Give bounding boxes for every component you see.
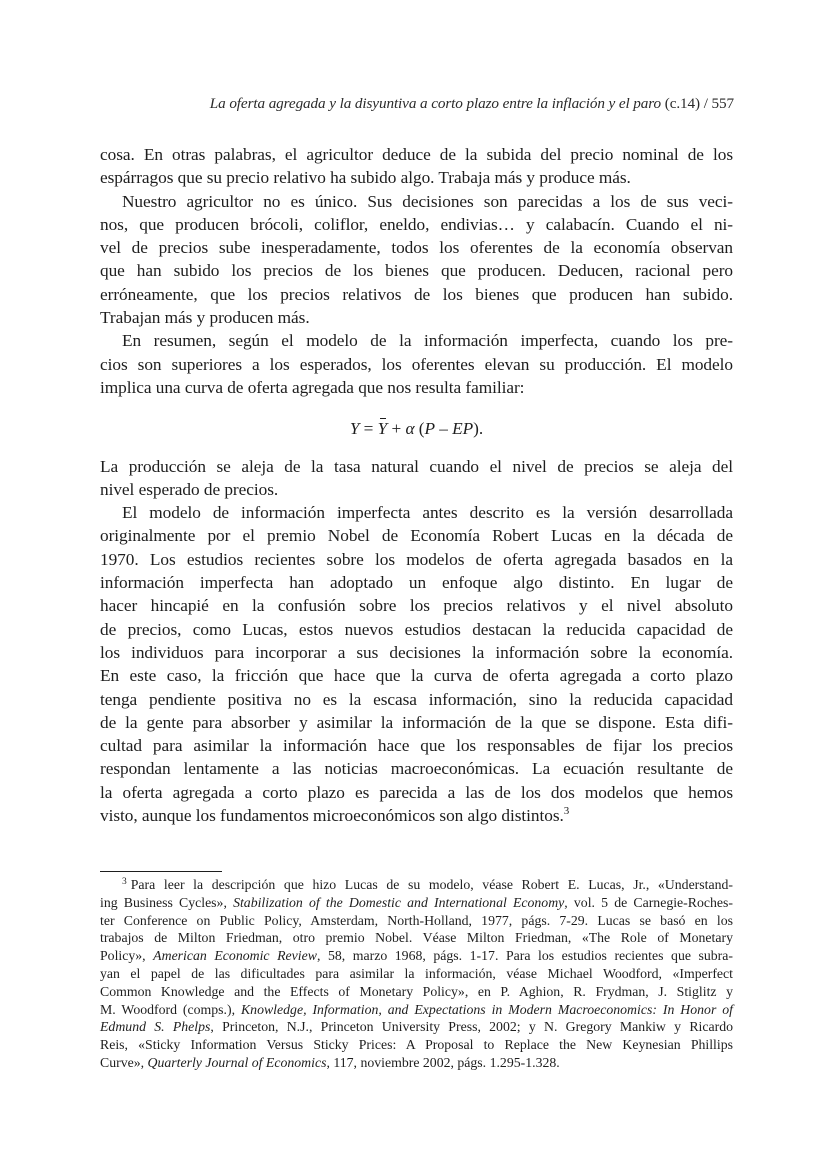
paragraph-5 <box>100 501 733 827</box>
footnote-line: Common Knowledge and the Effects of Monetary Policy», en P. Aghion, R. Frydman, J. Stiglitz y <box>100 983 733 999</box>
text-line: los individuos para incorporar a sus decisiones la información sobre la economía. <box>100 642 733 662</box>
eq-alpha: α <box>405 419 415 439</box>
eq-period: . <box>478 419 484 439</box>
cited-book-title: Knowledge, Information, and Expectations in Modern Macroeconomics: In Honor of <box>240 1001 733 1017</box>
text-line: Nuestro agricultor no es único. Sus decisiones son parecidas a los de sus veci- <box>122 191 733 211</box>
eq-minus: – <box>435 419 453 439</box>
text-line: En este caso, la fricción que hace que la curva de oferta agregada a corto plazo <box>100 666 733 686</box>
text-line: de precios, como Lucas, estos nuevos estudios destacan la reducida capacidad de <box>100 619 733 639</box>
footnote-line <box>100 947 733 965</box>
text-line: tenga pendiente positiva no es la escasa información, sino la reducida capacidad <box>100 689 733 709</box>
footnote-text: , 117, noviembre 2002, págs. 1.295-1.328. <box>326 1054 560 1070</box>
eq-paren-close: ) <box>473 419 479 439</box>
eq-expected-price: EP <box>452 419 474 439</box>
eq-equals: = <box>359 419 378 439</box>
text-line: nivel esperado de precios. <box>100 479 279 499</box>
footnote-text: , Princeton, N.J., Princeton University Press, 2002; y N. Gregory Mankiw y Ricardo <box>210 1019 733 1035</box>
journal-title: Quarterly Journal of Economics <box>147 1054 327 1070</box>
text-line <box>100 804 733 827</box>
running-header <box>100 95 734 113</box>
footnote-text: Para leer la descripción que hizo Lucas de su modelo, véase Robert E. Lucas, Jr., «Understand- <box>130 877 733 892</box>
paragraph-2 <box>100 190 733 330</box>
text-line: de la gente para absorber y asimilar la información de la que se dispone. Esta difi- <box>100 712 733 732</box>
journal-title: American Economic Review <box>153 948 317 964</box>
footnote-line: trabajos de Milton Friedman, otro premio Nobel. Véase Milton Friedman, «The Role of Monetary <box>100 930 733 946</box>
text-line: información imperfecta han adoptado un enfoque algo distinto. En lugar de <box>100 573 733 593</box>
footnote-text: , 58, marzo 1968, págs. 1-17. Para los estudios recientes que subra- <box>316 948 733 964</box>
text-line: La producción se aleja de la tasa natural cuando el nivel de precios se aleja del <box>100 456 733 476</box>
aggregate-supply-equation <box>100 417 733 440</box>
cited-work-title: Stabilization of the Domestic and International Economy <box>233 894 565 910</box>
text-line: nos, que producen brócoli, coliflor, eneldo, endivias… y calabacín. Cuando el ni- <box>100 214 733 234</box>
footnote-divider <box>100 871 222 872</box>
text-line: En resumen, según el modelo de la información imperfecta, cuando los pre- <box>122 331 733 351</box>
footnote-number: 3 <box>122 877 127 887</box>
body-text <box>100 143 733 827</box>
eq-natural-output: Y <box>378 417 388 440</box>
text-line-content: visto, aunque los fundamentos microeconómicos son algo distintos. <box>100 806 564 826</box>
footnote-text: ing Business Cycles», <box>100 894 234 910</box>
text-line: implica una curva de oferta agregada que nos resulta familiar: <box>100 377 525 397</box>
footnote-text: Curve», <box>100 1054 148 1070</box>
footnote-3 <box>100 876 733 1072</box>
eq-plus: + <box>387 419 406 439</box>
footnote-text: , vol. 5 de Carnegie-Roches- <box>564 894 733 910</box>
eq-paren-open: ( <box>414 419 425 439</box>
cited-book-title: Edmund S. Phelps <box>100 1019 211 1035</box>
text-line: respondan lentamente a las noticias macroeconómicas. La ecuación resultante de <box>100 759 733 779</box>
header-separator: / <box>703 95 708 112</box>
text-line: Trabajan más y producen más. <box>100 308 310 328</box>
footnote-line <box>100 894 733 912</box>
eq-price: P <box>424 419 435 439</box>
text-line: cosa. En otras palabras, el agricultor deduce de la subida del precio nominal de los <box>100 145 733 164</box>
footnote-line <box>100 1054 733 1072</box>
footnote-line: yan el papel de las dificultades para asimilar la información, véase Michael Woodford, «Imperfect <box>100 965 733 981</box>
running-title: La oferta agregada y la disyuntiva a corto plazo entre la inflación y el paro <box>209 95 662 112</box>
text-line: cultad para asimilar la información hace que los responsables de fijar los precios <box>100 736 733 756</box>
footnote-line <box>100 1001 733 1019</box>
eq-output: Y <box>349 419 360 439</box>
footnote-line: ter Conference on Public Policy, Amsterdam, North-Holland, 1977, págs. 7-29. Lucas se basó en los <box>100 912 733 928</box>
paragraph-3 <box>100 329 733 399</box>
text-line: originalmente por el premio Nobel de Economía Robert Lucas en la década de <box>100 526 733 546</box>
footnote-line: Reis, «Sticky Information Versus Sticky Prices: A Proposal to Replace the New Keynesian Phillips <box>100 1037 733 1053</box>
text-line: hacer hincapié en la confusión sobre los precios relativos y el nivel absoluto <box>100 596 733 616</box>
text-line: espárragos que su precio relativo ha subido algo. Trabaja más y produce más. <box>100 168 631 188</box>
text-line: 1970. Los estudios recientes sobre los modelos de oferta agregada basados en la <box>100 549 733 569</box>
paragraph-1 <box>100 143 733 190</box>
paragraph-4 <box>100 455 733 502</box>
footnote-line <box>100 1018 733 1036</box>
text-line: erróneamente, que los precios relativos de los bienes que producen han subido. <box>100 284 733 304</box>
text-line: El modelo de información imperfecta antes descrito es la versión desarrollada <box>122 503 733 523</box>
text-line: que han subido los precios de los bienes que producen. Deducen, racional pero <box>100 261 733 281</box>
text-line: vel de precios sube inesperadamente, todos los oferentes de la economía observan <box>100 238 733 258</box>
footnote-line <box>100 876 733 894</box>
footnote-reference[interactable]: 3 <box>563 805 570 818</box>
chapter-label: (c.14) <box>664 95 700 112</box>
page-number: 557 <box>711 95 734 112</box>
footnote-text: M. Woodford (comps.), <box>100 1001 241 1017</box>
footnote-text: Policy», <box>100 948 154 964</box>
text-line: cios son superiores a los esperados, los oferentes elevan su producción. El modelo <box>100 354 733 374</box>
text-line: la oferta agregada a corto plazo es parecida a las de los dos modelos que hemos <box>100 782 733 802</box>
